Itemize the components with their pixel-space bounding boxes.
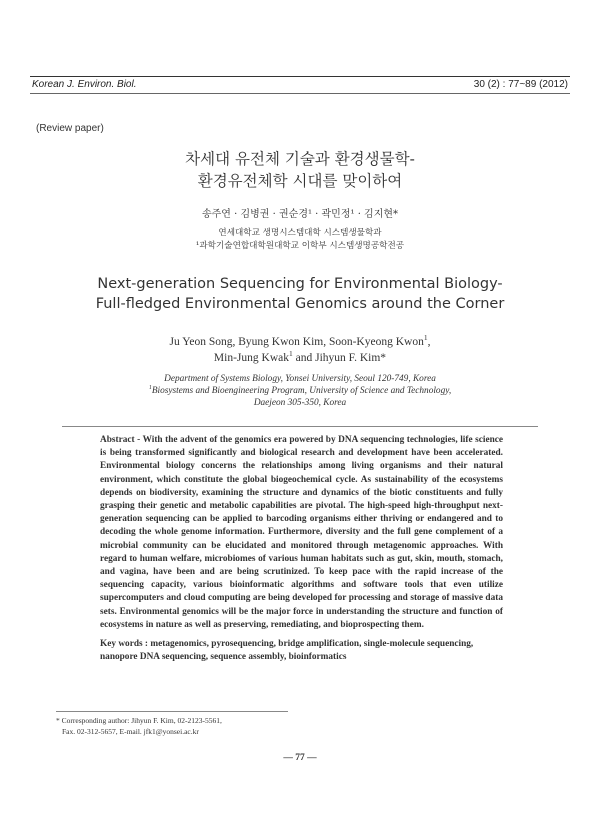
author-names: Ju Yeon Song, Byung Kwon Kim, Soon-Kyeong Kwon xyxy=(169,336,424,348)
header-bottom-rule xyxy=(30,93,570,94)
english-title-line-2: Full-fledged Environmental Genomics around the Corner xyxy=(95,296,505,312)
journal-name: Korean J. Environ. Biol. xyxy=(32,79,137,90)
english-affiliation-1: Department of Systems Biology, Yonsei University, Seoul 120-749, Korea xyxy=(164,374,436,384)
affiliation-superscript: 1 xyxy=(289,349,293,359)
korean-affiliation-2: ¹과학기술연합대학원대학교 이학부 시스템생명공학전공 xyxy=(195,241,405,251)
header-top-rule xyxy=(30,76,570,77)
article-type-label: (Review paper) xyxy=(36,123,104,134)
author-names: and Jihyun F. Kim* xyxy=(292,352,387,364)
page-number: — 77 — xyxy=(283,753,317,763)
english-affiliation-3: Daejeon 305-350, Korea xyxy=(253,398,347,408)
corresponding-author-footnote: * Corresponding author: Jihyun F. Kim, 02-2123-5561, xyxy=(56,716,222,725)
author-names: Min-Jung Kwak xyxy=(213,352,289,364)
footnote-rule xyxy=(56,711,288,712)
affiliation-superscript: 1 xyxy=(423,333,428,343)
keywords-block xyxy=(100,638,503,664)
english-affiliation-2 xyxy=(0,386,600,396)
english-authors-line-1 xyxy=(0,333,600,348)
abstract-paragraph: Abstract - With the advent of the genomics era powered by DNA sequencing technologies, life science is being transformed significantly and biological research and development have been accelerated. Environmental biology concerns the relationships among living organisms and their natural environment, which constitute the global biogeochemical cycle. As sustainability of the ecosystems depends on biodiversity, examining the structure and dynamics of the biotic constituents and fully grasping their genetic and metabolic capabilities are pivotal. The high-speed high-throughput next-generation sequencing can be applied to barcoding organisms either thriving or endangered and to decoding the whole genome information. Furthermore, diversity and the full gene complement of a microbial community can be elucidated and monitored through metagenomic approaches. With regard to human welfare, microbiomes of various human habitats such as gut, skin, mouth, stomach, and vagina, have been and are being scrutinized. To keep pace with the rapid increase of the sequencing capacity, various bioinformatic algorithms and software tools that even utilize supercomputers and cloud computing are being developed for processing and storage of massive data sets. Environmental genomics will be the major force in understanding the structure and function of ecosystems in nature as well as preserving, remediating, and bioprospecting them. xyxy=(100,435,503,630)
affiliation-superscript: 1 xyxy=(148,384,152,391)
issue-info: 30 (2) : 77~89 (2012) xyxy=(473,79,568,90)
korean-authors: 송주연 · 김병권 · 권순경¹ · 곽민정¹ · 김지현* xyxy=(201,209,399,220)
korean-title-line-2: 환경유전체학 시대를 맞이하여 xyxy=(197,172,403,190)
author-separator: , xyxy=(427,336,431,348)
abstract-rule xyxy=(62,426,538,427)
english-authors-line-2 xyxy=(0,349,600,364)
contact-footnote: Fax. 02-312-5657, E-mail. jfk1@yonsei.ac.kr xyxy=(62,727,199,736)
english-title-line-1: Next-generation Sequencing for Environmental Biology- xyxy=(97,276,503,292)
affiliation-text: Biosystems and Bioengineering Program, University of Science and Technology, xyxy=(151,386,452,396)
korean-title-line-1: 차세대 유전체 기술과 환경생물학- xyxy=(185,150,415,168)
keywords-label: Key words : xyxy=(100,639,149,649)
korean-affiliation-1: 연세대학교 생명시스템대학 시스템생물학과 xyxy=(218,228,382,238)
keywords-text: metagenomics, pyrosequencing, bridge amplification, single-molecule sequencing, nanopore DNA sequencing, sequence assembly, bioinformatics xyxy=(100,639,474,662)
